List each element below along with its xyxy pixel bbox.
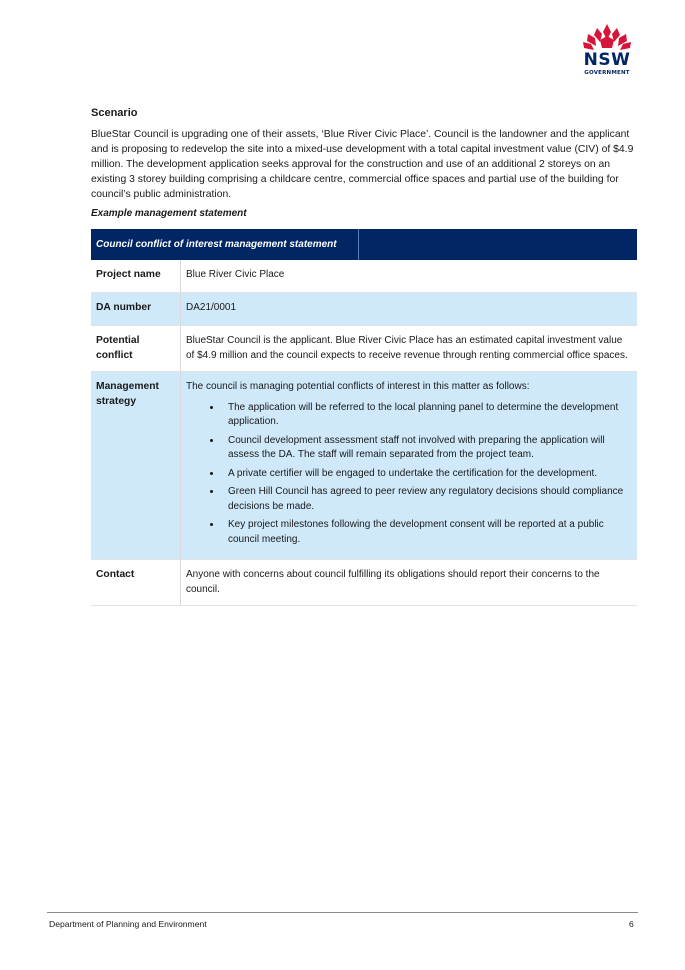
list-item: • Council development assessment staff not involved with preparing the application will assess the DA. The staff will remain separated from the project team.	[222, 434, 632, 463]
footer-divider	[47, 912, 638, 913]
row-value-potential-conflict: BlueStar Council is the applicant. Blue River Civic Place has an estimated capital investment value of $4.9 million and the council expects to receive revenue through renting commercial office spaces.	[181, 326, 638, 372]
management-statement-table	[91, 229, 637, 606]
list-item: • The application will be referred to the local planning panel to determine the development application.	[222, 401, 632, 430]
list-item: • A private certifier will be engaged to undertake the certification for the development.	[222, 467, 632, 482]
row-value-da-number: DA21/0001	[181, 293, 638, 326]
row-label-potential-conflict: Potential conflict	[91, 326, 181, 372]
table-header-row	[91, 229, 637, 260]
table-row	[91, 293, 637, 326]
row-label-contact: Contact	[91, 560, 181, 606]
page-number: 6	[629, 919, 634, 929]
row-value-project-name: Blue River Civic Place	[181, 260, 638, 293]
table-row	[91, 560, 637, 606]
table-header-title: Council conflict of interest management statement	[96, 239, 337, 250]
strategy-list	[186, 401, 632, 548]
table-header-divider	[358, 229, 637, 260]
list-item: • Green Hill Council has agreed to peer review any regulatory decisions should compliance decisions be made.	[222, 485, 632, 514]
table-row	[91, 326, 637, 372]
row-value-contact: Anyone with concerns about council fulfilling its obligations should report their concerns to the council.	[181, 560, 638, 606]
table-caption: Example management statement	[91, 208, 247, 219]
footer-org: Department of Planning and Environment	[49, 919, 207, 929]
table-row	[91, 260, 637, 293]
logo-subtext: GOVERNMENT	[584, 70, 630, 76]
scenario-paragraph: BlueStar Council is upgrading one of their assets, ‘Blue River Civic Place’. Council is the landowner and the applicant and is proposing to redevelop the site into a mixed-use development with a total capital investment value (CIV) of $4.9 million. The development application seeks approval for the construction and use of an additional 2 storeys on an existing 3 storey building comprising a childcare centre, commercial office spaces and partial use of the building for council’s public administration.	[91, 129, 634, 200]
list-item: • Key project milestones following the development consent will be reported at a public council meeting.	[222, 518, 632, 547]
strategy-intro: The council is managing potential conflicts of interest in this matter as follows:	[186, 381, 530, 392]
row-label-management-strategy: Management strategy	[91, 372, 181, 560]
table-row	[91, 372, 637, 560]
logo-wordmark: NSW	[583, 50, 631, 70]
row-label-project-name: Project name	[91, 260, 181, 293]
scenario-heading: Scenario	[91, 107, 138, 119]
row-label-da-number: DA number	[91, 293, 181, 326]
row-value-management-strategy	[181, 372, 638, 560]
